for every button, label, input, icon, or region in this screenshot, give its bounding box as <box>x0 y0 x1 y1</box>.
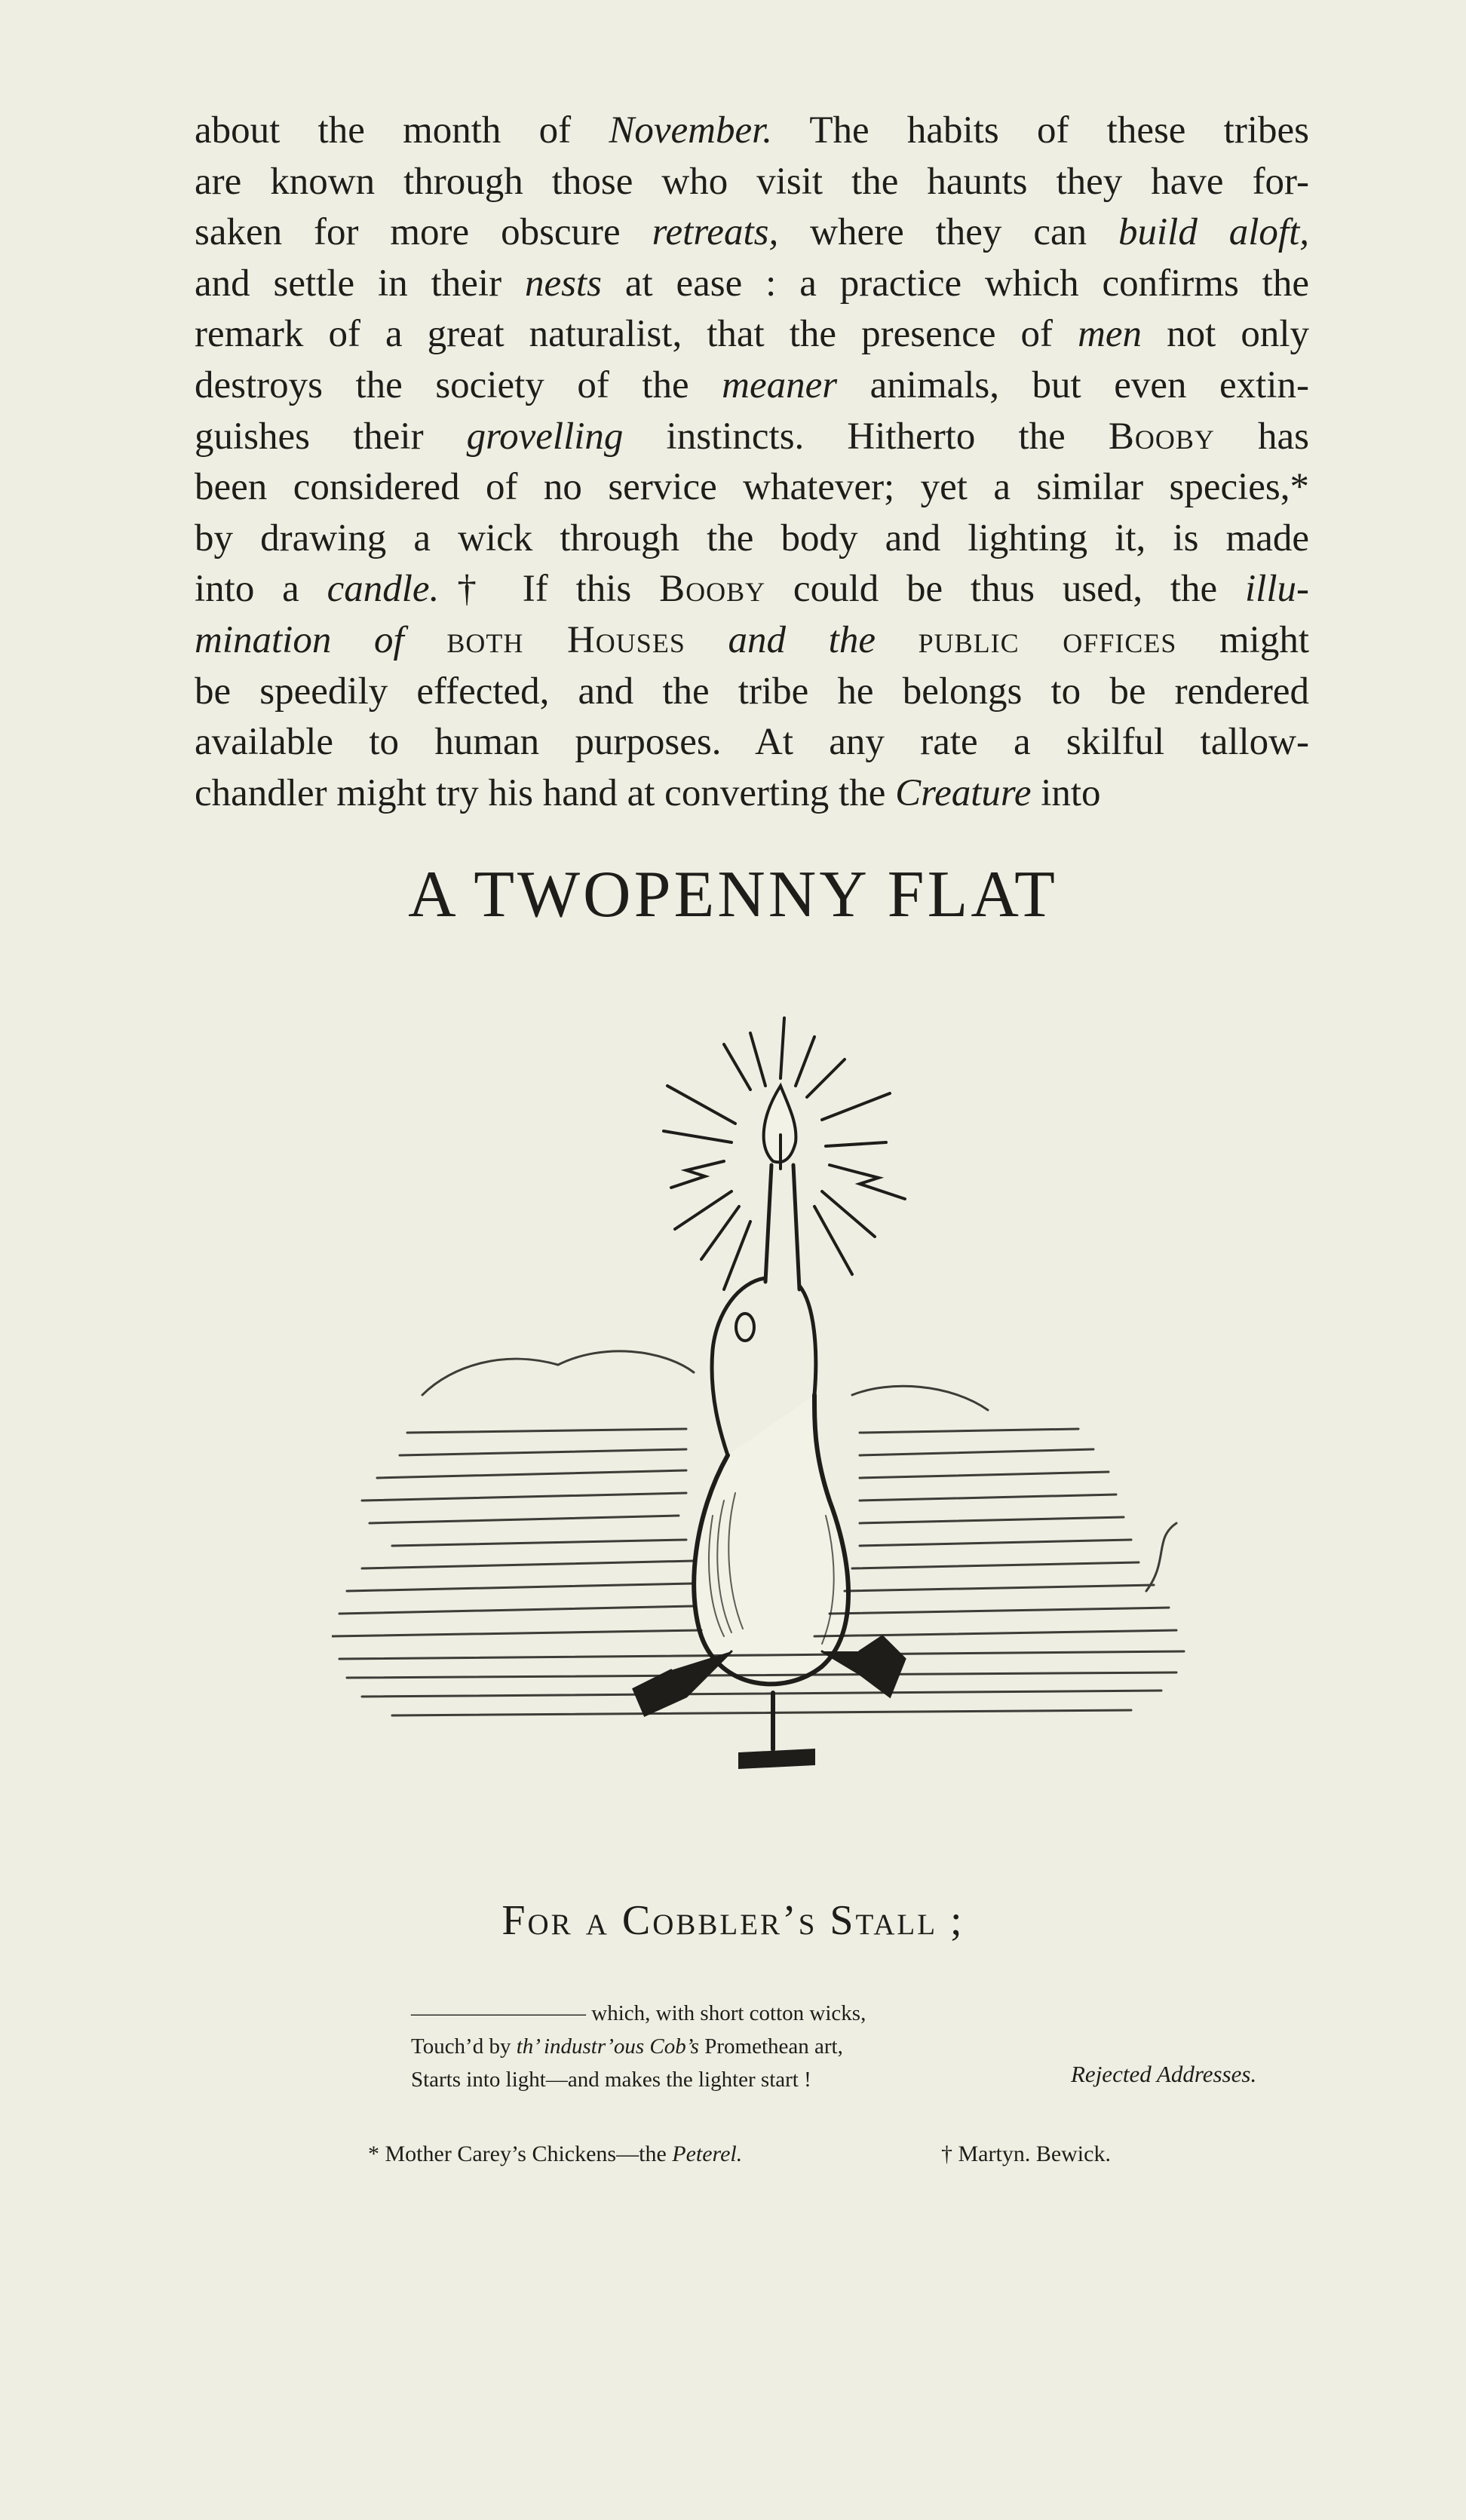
text-run: † If this <box>439 568 660 611</box>
text-run: has <box>1214 415 1309 458</box>
italic-text: candle. <box>327 568 440 611</box>
text-line <box>195 207 1309 259</box>
italic-text: nests <box>524 262 602 305</box>
text-run <box>685 619 728 661</box>
italic-text: meaner <box>722 363 838 406</box>
text-run: into a <box>195 568 327 611</box>
text-line <box>195 462 1309 514</box>
text-run: animals, but even extin- <box>837 363 1310 406</box>
text-run: by drawing a wick through the body and lighting it, is made <box>195 517 1309 559</box>
text-line <box>195 514 1309 565</box>
booby-candle-engraving <box>332 973 1207 1862</box>
italic-text: retreats, <box>652 211 779 254</box>
text-line <box>195 259 1309 310</box>
verse-line <box>411 2030 1090 2063</box>
italic-text: and the <box>728 618 876 661</box>
text-run: and settle in their <box>195 262 525 305</box>
text-line <box>195 717 1309 768</box>
text-line <box>195 360 1309 412</box>
text-run <box>404 619 447 661</box>
text-line <box>195 157 1309 208</box>
text-run: could be thus used, the <box>765 568 1246 611</box>
text-run: are known through those who visit the haunts they have for- <box>195 160 1309 203</box>
small-caps-text: both Houses <box>446 618 685 661</box>
text-run: might <box>1176 618 1310 661</box>
italic-text: men <box>1078 313 1142 356</box>
text-line <box>195 309 1309 360</box>
verse-italic: th’ industr’ous Cob’s <box>516 2034 699 2059</box>
text-run: where they can <box>778 211 1118 254</box>
text-line <box>195 412 1309 463</box>
footnote-text: * Mother Carey’s Chickens—the <box>368 2141 673 2166</box>
footnote-asterisk <box>368 2141 742 2167</box>
italic-text: mination of <box>195 618 404 661</box>
italic-text: illu- <box>1245 568 1310 611</box>
text-run: about the month of <box>195 109 609 152</box>
text-run <box>876 619 919 661</box>
text-run: instincts. Hitherto the <box>623 415 1109 458</box>
small-caps-text: Booby <box>659 568 766 611</box>
body-paragraph <box>195 106 1309 819</box>
verse-text: Touch’d by <box>411 2034 517 2059</box>
text-run: into <box>1031 771 1101 814</box>
small-caps-text: Booby <box>1108 415 1215 458</box>
verse-line: ———————— which, with short cotton wicks, <box>411 2001 866 2025</box>
text-line <box>195 768 1309 820</box>
text-line <box>195 615 1309 667</box>
text-run: chandler might try his hand at converting the <box>195 771 896 814</box>
text-run: be speedily effected, and the tribe he belongs to be rendered <box>195 670 1309 713</box>
text-line <box>195 564 1309 615</box>
text-run: at ease : a practice which confirms the <box>601 262 1309 305</box>
footnote-dagger: † Martyn. Bewick. <box>941 2141 1111 2166</box>
text-run: been considered of no service whatever; yet a similar species,* <box>195 466 1309 509</box>
verse-quotation <box>411 1997 1090 2096</box>
italic-text: November. <box>609 109 773 152</box>
verse-text: Promethean art, <box>698 2034 843 2059</box>
text-run: The habits of these tribes <box>772 109 1309 152</box>
booby-body <box>694 1395 848 1684</box>
text-run: remark of a great naturalist, that the presence of <box>195 313 1078 356</box>
verse-attribution: Rejected Addresses. <box>1071 2061 1257 2087</box>
text-line <box>195 667 1309 718</box>
text-run: guishes their <box>195 415 467 458</box>
text-run: destroys the society of the <box>195 363 722 406</box>
plate-caption: For a Cobbler’s Stall ; <box>501 1897 965 1944</box>
footnote-italic: Peterel. <box>672 2141 743 2166</box>
verse-line: Starts into light—and makes the lighter start ! <box>411 2068 811 2092</box>
text-line <box>195 106 1309 157</box>
text-run: saken for more obscure <box>195 211 652 254</box>
italic-text: build aloft, <box>1118 211 1309 254</box>
plate-title: A TWOPENNY FLAT <box>408 858 1058 931</box>
text-run: not only <box>1142 313 1310 356</box>
small-caps-text: public offices <box>918 618 1177 661</box>
text-run: available to human purposes. At any rate a skilful tallow- <box>195 721 1309 764</box>
italic-text: grovelling <box>466 415 624 458</box>
italic-text: Creature <box>895 771 1032 814</box>
